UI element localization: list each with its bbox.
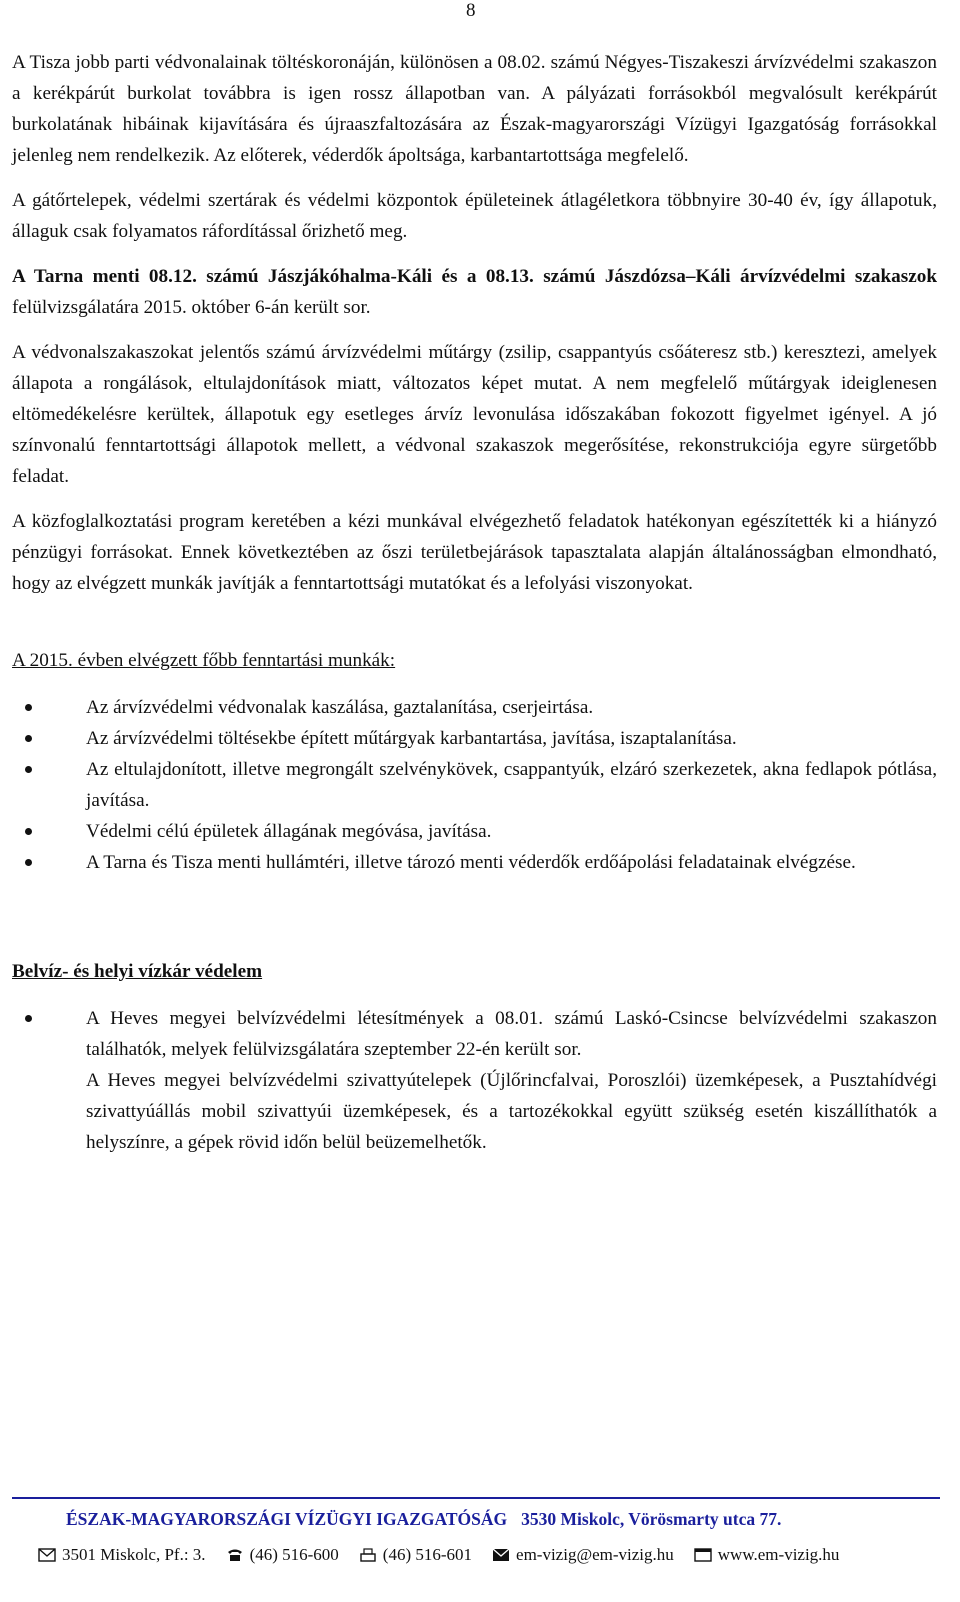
fax-icon [359,1548,377,1562]
footer-address: 3530 Miskolc, Vörösmarty utca 77. [521,1509,782,1529]
list-item: Az árvízvédelmi töltésekbe épített műtárgyak karbantartása, javítása, iszaptalanítása. [12,723,937,754]
footer-web[interactable]: www.em-vizig.hu [694,1543,840,1567]
tarna-review-date: felülvizsgálatára 2015. október 6-án került sor. [12,297,371,318]
list-item: Az árvízvédelmi védvonalak kaszálása, gaztalanítása, cserjeirtása. [12,692,937,723]
inland-review-text: A Heves megyei belvízvédelmi létesítmények a 08.01. számú Laskó-Csincse belvízvédelmi szakaszon találhatók, melyek felülvizsgálatára szeptember 22-én került sor. [86,1008,937,1060]
footer-divider [12,1497,940,1499]
list-item: Védelmi célú épületek állagának megóvása, javítása. [12,816,937,847]
footer-contacts [38,1543,938,1567]
footer-org-name: ÉSZAK-MAGYARORSZÁGI VÍZÜGYI IGAZGATÓSÁG [66,1509,508,1529]
footer-fax: (46) 516-601 [359,1543,472,1567]
list-item: Az eltulajdonított, illetve megrongált szelvénykövek, csappantyúk, elzáró szerkezetek, akna fedlapok pótlása, javítása. [12,754,937,816]
list-item [12,1003,937,1158]
email-icon [492,1548,510,1562]
footer-email[interactable]: em-vizig@em-vizig.hu [492,1543,674,1567]
page-number: 8 [466,0,476,21]
list-item: A Tarna és Tisza menti hullámtéri, illetve tározó menti véderdők erdőápolási feladatainak elvégzése. [12,847,937,878]
globe-icon [694,1548,712,1562]
footer-phone: (46) 516-600 [226,1543,339,1567]
footer-org-line [66,1507,926,1531]
document-body [12,47,937,1158]
inland-pumps-text: A Heves megyei belvízvédelmi szivattyútelepek (Újlőrincfalvai, Poroszlói) üzemképesek, a Pusztahídvégi szivattyúállás mobil szivattyúi üzemképesek, és a tartozékokkal együtt szükség esetén kiszállíthatók a helyszínre, a gépek rövid időn belül beüzemelhetők. [86,1070,937,1153]
paragraph-bike-path: A Tisza jobb parti védvonalainak töltéskoronáján, különösen a 08.02. számú Négyes-Tiszakeszi árvízvédelmi szakaszon a kerékpárút burkolat továbbra is igen rossz állapotban van. A pályázati forrásokból megvalósult kerékpárút burkolatának hibáinak kijavítására és újraaszfaltozására az Észak-magyarországi Vízügyi Igazgatóság forrásokkal jelenleg nem rendelkezik. Az előterek, véderdők ápoltsága, karbantartottsága megfelelő. [12,52,937,166]
inland-list [12,1003,937,1158]
envelope-icon [38,1548,56,1562]
paragraph-tarna-review [12,261,937,323]
paragraph-buildings: A gátőrtelepek, védelmi szertárak és védelmi központok épületeinek átlagéletkora többnyire 30-40 év, így állapotuk, állaguk csak folyamatos ráfordítással őrizhető meg. [12,190,937,242]
section-heading-inland: Belvíz- és helyi vízkár védelem [12,961,263,982]
paragraph-structures: A védvonalszakaszokat jelentős számú árvízvédelmi műtárgy (zsilip, csappantyús csőáteresz stb.) keresztezi, amelyek állapota a rongálások, eltulajdonítások miatt, változatos képet mutat. A nem megfelelő műtárgyak ideiglenesen eltömedékelésre kerültek, állapotuk egy esetleges árvíz levonulása időszakában fokozott figyelmet igényel. A jó színvonalú fenntartottsági állapotok mellett, a védvonal szakaszok megerősítése, rekonstrukciója egyre sürgetőbb feladat. [12,342,937,487]
tarna-sections-bold: A Tarna menti 08.12. számú Jászjákóhalma-Káli és a 08.13. számú Jászdózsa–Káli árvízvédelmi szakaszok [12,266,937,287]
footer-postal: 3501 Miskolc, Pf.: 3. [38,1543,206,1567]
works-list [12,692,937,878]
works-heading: A 2015. évben elvégzett főbb fenntartási munkák: [12,650,396,671]
phone-icon [226,1548,244,1562]
paragraph-public-work: A közfoglalkoztatási program keretében a kézi munkával elvégezhető feladatok hatékonyan egészítették ki a hiányzó pénzügyi forrásokat. Ennek következtében az őszi területbejárások tapasztalata alapján általánosságban elmondható, hogy az elvégzett munkák javítják a fenntartottsági mutatókat és a lefolyási viszonyokat. [12,511,937,594]
